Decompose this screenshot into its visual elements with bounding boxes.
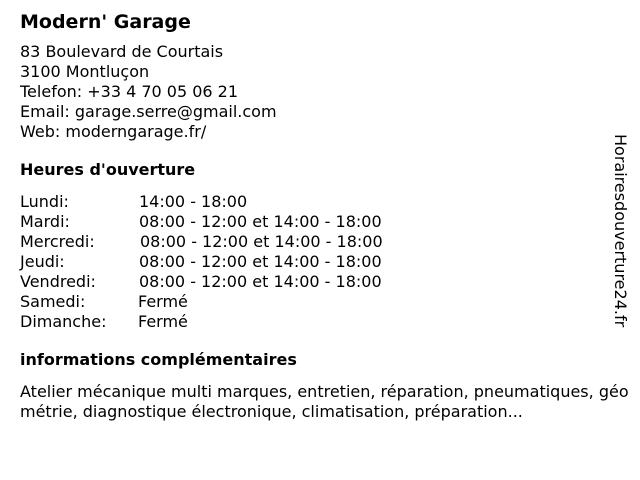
hours-time: Fermé (138, 312, 188, 331)
hours-time: 08:00 - 12:00 et 14:00 - 18:00 (139, 272, 382, 291)
hours-row-mardi (20, 212, 620, 232)
hours-row-samedi (20, 292, 620, 312)
hours-time: 14:00 - 18:00 (139, 192, 248, 211)
hours-row-dimanche (20, 312, 620, 332)
business-name: Modern' Garage (20, 11, 191, 33)
hours-time: 08:00 - 12:00 et 14:00 - 18:00 (140, 232, 383, 251)
hours-day: Vendredi: (20, 272, 96, 291)
hours-day: Samedi: (20, 292, 86, 311)
email-line: Email: garage.serre@gmail.com (20, 102, 277, 121)
address-line-2: 3100 Montluçon (20, 62, 150, 81)
hours-day: Mercredi: (20, 232, 95, 251)
phone-line: Telefon: +33 4 70 05 06 21 (20, 82, 239, 101)
hours-day: Lundi: (20, 192, 69, 211)
hours-time: 08:00 - 12:00 et 14:00 - 18:00 (139, 212, 382, 231)
hours-row-vendredi (20, 272, 620, 292)
hours-row-jeudi (20, 252, 620, 272)
hours-day: Jeudi: (20, 252, 65, 271)
hours-day: Dimanche: (20, 312, 107, 331)
site-watermark: Horairesdouverture24.fr (611, 134, 630, 328)
hours-row-lundi (20, 192, 620, 212)
web-line: Web: moderngarage.fr/ (20, 122, 207, 141)
hours-table (20, 192, 620, 332)
hours-time: Fermé (138, 292, 188, 311)
info-heading: informations complémentaires (20, 350, 297, 369)
hours-heading: Heures d'ouverture (20, 160, 196, 179)
address-line-1: 83 Boulevard de Courtais (20, 42, 224, 61)
info-text: Atelier mécanique multi marques, entretien, réparation, pneumatiques, géométrie, diagnostique électronique, climatisation, préparation... (20, 382, 629, 421)
hours-time: 08:00 - 12:00 et 14:00 - 18:00 (139, 252, 382, 271)
hours-row-mercredi (20, 232, 620, 252)
hours-day: Mardi: (20, 212, 70, 231)
